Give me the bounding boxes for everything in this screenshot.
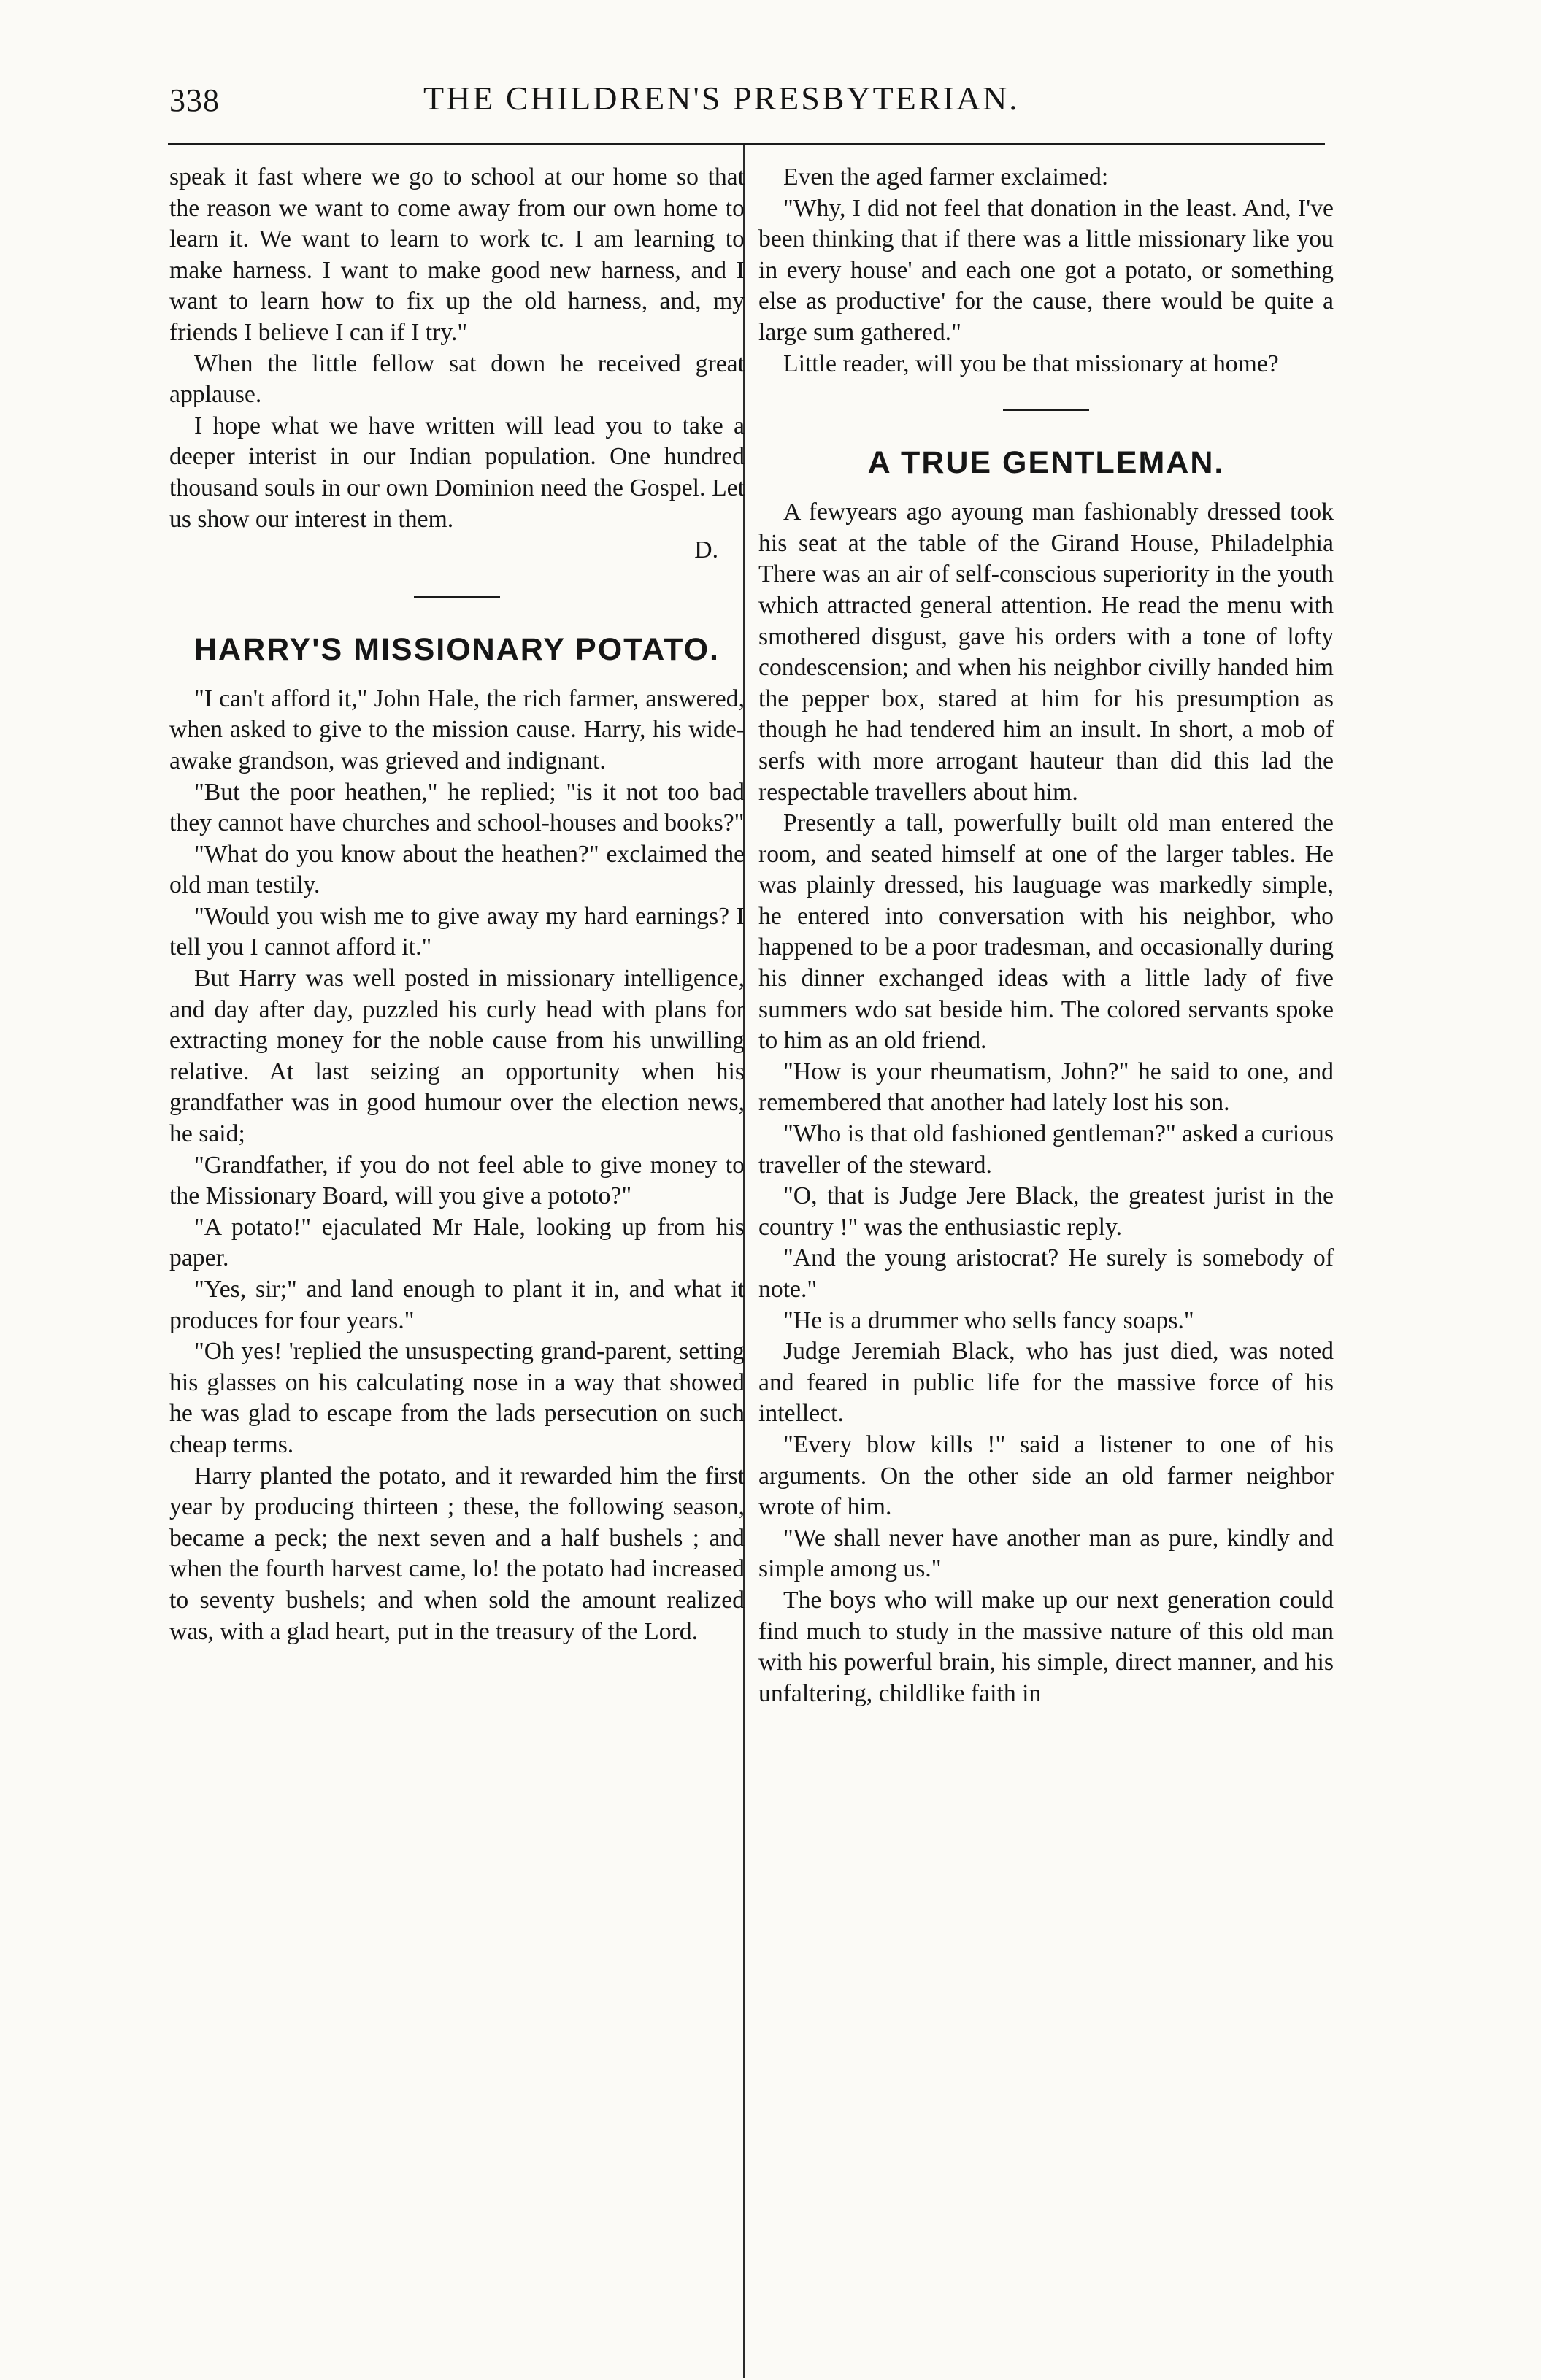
- article-paragraph: "O, that is Judge Jere Black, the greatest jurist in the country !" was the enthusiastic reply.: [758, 1182, 1334, 1241]
- article-title-harrys-missionary-potato: HARRY'S MISSIONARY POTATO.: [193, 631, 720, 667]
- article-title-a-true-gentleman: A TRUE GENTLEMAN.: [867, 445, 1225, 481]
- article-paragraph: But Harry was well posted in missionary intelligence, and day after day, puzzled his curly head with plans for extracting money for the noble cause from his unwilling relative. At last seizing an opportunity when his grandfather was in good humour over the election news, he said;: [169, 965, 745, 1148]
- article-paragraph: "Every blow kills !" said a listener to one of his arguments. On the other side an old farmer neighbor wrote of him.: [758, 1430, 1334, 1521]
- article-paragraph: "Who is that old fashioned gentleman?" asked a curious traveller of the steward.: [758, 1120, 1334, 1179]
- article-continuation-paragraph: Even the aged farmer exclaimed:: [783, 163, 1109, 190]
- article-paragraph: "A potato!" ejaculated Mr Hale, looking up from his paper.: [169, 1213, 745, 1272]
- right-column: [758, 162, 1334, 1709]
- article-continuation-paragraph: When the little fellow sat down he received great applause.: [169, 350, 745, 409]
- author-signature: D.: [694, 536, 718, 564]
- article-paragraph: "But the poor heathen," he replied; "is it not too bad they cannot have churches and school-houses and books?": [169, 778, 745, 837]
- article-paragraph: Harry planted the potato, and it rewarded him the first year by producing thirteen ; these, the following season, became a peck; the next seven and a half bushels ; and when the fourth harvest came, lo! the potato had increased to seventy bushels; and when sold the amount realized was, with a glad heart, put in the treasury of the Lord.: [169, 1462, 745, 1645]
- section-rule: [414, 596, 500, 598]
- article-paragraph: "And the young aristocrat? He surely is somebody of note.": [758, 1244, 1334, 1303]
- article-continuation-paragraph: I hope what we have written will lead you to take a deeper interist in our Indian population. One hundred thousand souls in our own Dominion need the Gospel. Let us show our interest in them.: [169, 412, 745, 533]
- article-continuation-paragraph: speak it fast where we go to school at our home so that the reason we want to come away from our own home to learn it. We want to learn to work tc. I am learning to make harness. I want to make good new harness, and I want to learn how to fix up the old harness, and, my friends I believe I can if I try.": [169, 163, 745, 346]
- article-paragraph: Judge Jeremiah Black, who has just died, was noted and feared in public life for the massive force of his intellect.: [758, 1338, 1334, 1428]
- article-paragraph: "He is a drummer who sells fancy soaps.": [783, 1306, 1194, 1334]
- article-paragraph: "How is your rheumatism, John?" he said to one, and remembered that another had lately lost his son.: [758, 1058, 1334, 1117]
- article-paragraph: "I can't afford it," John Hale, the rich farmer, answered, when asked to give to the mission cause. Harry, his wide-awake grandson, was grieved and indignant.: [169, 685, 745, 774]
- article-paragraph: A fewyears ago ayoung man fashionably dressed took his seat at the table of the Girand House, Philadelphia There was an air of self-conscious superiority in the youth which attracted general attention. He read the menu with smothered disgust, gave his orders with a tone of lofty condescension; and when his neighbor civilly handed him the pepper box, stared at him for his presumption as though he had tendered him an insult. In short, a mob of serfs with more arrogant hauteur than did this lad the respectable travellers about him.: [758, 498, 1334, 806]
- article-paragraph: "Yes, sir;" and land enough to plant it in, and what it produces for four years.": [169, 1276, 745, 1334]
- article-continuation-paragraph: Little reader, will you be that missionary at home?: [783, 350, 1279, 377]
- header-rule: [168, 143, 1325, 145]
- article-paragraph: "We shall never have another man as pure, kindly and simple among us.": [758, 1524, 1334, 1583]
- article-paragraph: "Grandfather, if you do not feel able to give money to the Missionary Board, will you give a pototo?": [169, 1151, 745, 1210]
- article-paragraph: "Oh yes! 'replied the unsuspecting grand-parent, setting his glasses on his calculating nose in a way that showed he was glad to escape from the lads persecution on such cheap terms.: [169, 1338, 745, 1458]
- section-rule: [1003, 409, 1089, 411]
- running-title: THE CHILDREN'S PRESBYTERIAN.: [423, 80, 1020, 117]
- article-continuation-paragraph: "Why, I did not feel that donation in the least. And, I've been thinking that if there was a little missionary like you in every house' and each one got a potato, or something else as productive' for the cause, there would be quite a large sum gathered.": [758, 194, 1334, 346]
- article-paragraph: The boys who will make up our next generation could find much to study in the massive nature of this old man with his powerful brain, his simple, direct manner, and his unfaltering, childlike faith in: [758, 1586, 1334, 1707]
- left-column: [169, 162, 745, 1647]
- article-paragraph: "Would you wish me to give away my hard earnings? I tell you I cannot afford it.": [169, 902, 745, 961]
- page-number: 338: [169, 82, 220, 118]
- article-paragraph: "What do you know about the heathen?" exclaimed the old man testily.: [169, 840, 745, 899]
- article-paragraph: Presently a tall, powerfully built old man entered the room, and seated himself at one of the larger tables. He was plainly dressed, his lauguage was markedly simple, he entered into conversation with his neighbor, who happened to be a poor tradesman, and occasionally during his dinner exchanged ideas with a little lady of five summers wdo sat beside him. The colored servants spoke to him as an old friend.: [758, 809, 1334, 1055]
